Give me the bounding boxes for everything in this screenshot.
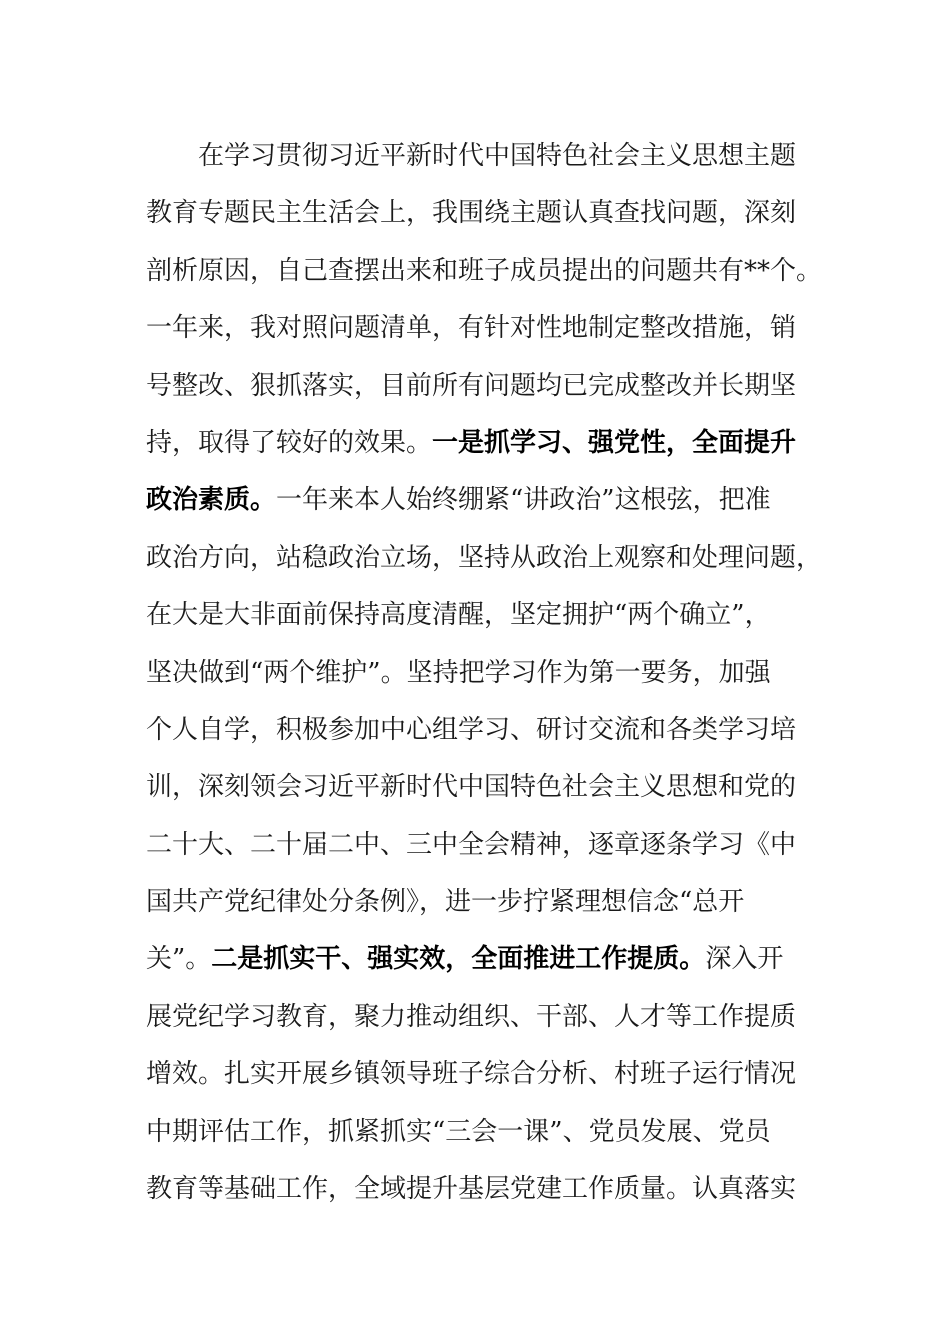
text-segment: 二十大、二十届二中、三中全会精神，逐章逐条学习《中 — [146, 829, 797, 860]
text-line — [146, 530, 823, 587]
text-segment: 一年来本人始终绷紧“讲政治”这根弦，把准 — [276, 485, 771, 516]
body-paragraph — [146, 128, 823, 1218]
text-segment: 坚决做到“两个维护”。坚持把学习作为第一要务，加强 — [146, 657, 771, 688]
text-line — [146, 358, 806, 415]
text-line — [146, 300, 806, 357]
text-line — [146, 243, 823, 300]
text-line — [146, 1046, 806, 1103]
text-segment: 剖析原因，自己查摆出来和班子成员提出的问题共有**个。 — [146, 255, 823, 286]
section-heading-1: 一是抓学习、强党性，全面提升 — [432, 427, 797, 458]
text-line — [146, 931, 806, 988]
text-segment: 中期评估工作，抓紧抓实“三会一课”、党员发展、党员 — [146, 1116, 771, 1147]
text-segment: 训，深刻领会习近平新时代中国特色社会主义思想和党的 — [146, 772, 797, 803]
text-segment: 个人自学，积极参加中心组学习、研讨交流和各类学习培 — [146, 714, 797, 745]
text-segment: 在学习贯彻习近平新时代中国特色社会主义思想主题 — [198, 141, 797, 171]
text-segment: 一年来，我对照问题清单，有针对性地制定整改措施，销 — [146, 313, 797, 344]
section-heading-1-end: 政治素质。 — [146, 485, 277, 516]
text-line — [146, 702, 806, 759]
text-line — [146, 472, 806, 529]
text-line — [146, 759, 806, 816]
text-line — [146, 415, 806, 472]
text-segment: 展党纪学习教育，聚力推动组织、干部、人才等工作提质 — [146, 1001, 797, 1032]
text-line — [146, 128, 806, 185]
text-line — [146, 587, 806, 644]
text-segment: 教育专题民主生活会上，我围绕主题认真查找问题，深刻 — [146, 198, 797, 229]
text-line — [146, 989, 806, 1046]
text-segment: 教育等基础工作，全域提升基层党建工作质量。认真落实 — [146, 1174, 797, 1205]
text-segment: 政治方向，站稳政治立场，坚持从政治上观察和处理问题， — [146, 542, 823, 573]
text-segment: 深入开 — [705, 944, 784, 975]
text-line — [146, 185, 806, 242]
text-segment: 号整改、狠抓落实，目前所有问题均已完成整改并长期坚 — [146, 370, 797, 401]
text-segment: 增效。扎实开展乡镇领导班子综合分析、村班子运行情况 — [146, 1059, 797, 1090]
text-line — [146, 1104, 806, 1161]
text-line — [146, 874, 806, 931]
text-line — [146, 1161, 806, 1218]
section-heading-2: 二是抓实干、强实效，全面推进工作提质。 — [211, 944, 706, 975]
text-segment: 关”。 — [146, 944, 212, 975]
text-line — [146, 645, 806, 702]
text-line — [146, 817, 806, 874]
text-segment: 在大是大非面前保持高度清醒，坚定拥护“两个确立”， — [146, 600, 771, 631]
text-segment: 国共产党纪律处分条例》，进一步拧紧理想信念“总开 — [146, 887, 745, 918]
text-segment: 持，取得了较好的效果。 — [146, 427, 433, 458]
